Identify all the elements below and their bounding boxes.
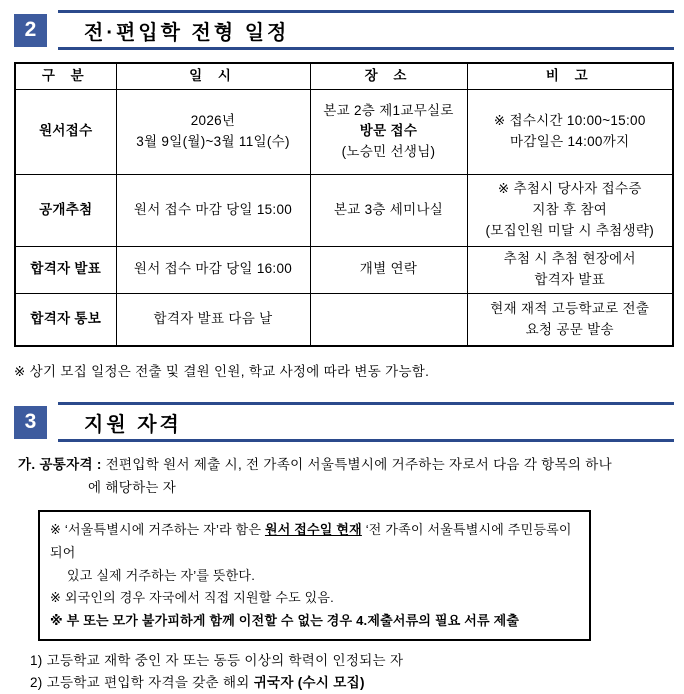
qualification-item-2-text: 2) 고등학교 편입학 자격을 갖춘 해외 [30, 675, 254, 691]
qualification-items [30, 650, 684, 694]
datetime-line: 2026년 [190, 113, 236, 128]
cell-datetime: 원서 접수 마감 당일 16:00 [116, 246, 310, 293]
notice-line-residence-post: ‘전 가족이 서울특별시에 주민등록이 되어 [50, 522, 572, 560]
cell-place [310, 89, 467, 174]
datetime-line: 3월 9일(월)~3월 11일(수) [136, 133, 290, 149]
col-header-category: 구 분 [15, 63, 116, 89]
cell-note [467, 246, 673, 293]
cell-category: 공개추첨 [15, 174, 116, 246]
col-header-place: 장 소 [310, 63, 467, 89]
col-header-note: 비 고 [467, 63, 673, 89]
table-header-row [15, 63, 673, 89]
cell-place [310, 293, 467, 346]
common-qualification-text: 전편입학 원서 제출 시, 전 가족이 서울특별시에 거주하는 자로서 다음 각 항목의 하나 [105, 457, 612, 473]
place-line-visit: 방문 접수 [359, 123, 418, 139]
cell-category: 합격자 발표 [15, 246, 116, 293]
table-row-lottery [15, 174, 673, 246]
section-2-number-badge: 2 [14, 14, 47, 47]
qualification-item-1: 1) 고등학교 재학 중인 자 또는 동등 이상의 학력이 인정되는 자 [30, 652, 404, 668]
place-line-teacher: (노승민 선생님) [341, 144, 436, 160]
cell-place: 본교 3층 세미나실 [310, 174, 467, 246]
section-3-title: 지원 자격 [58, 402, 674, 442]
note-line: (모집인원 미달 시 추첨생략) [485, 222, 654, 238]
common-qualification-label: 가. 공통자격 : [18, 457, 102, 473]
note-line: 요청 공문 발송 [525, 321, 614, 337]
col-header-datetime: 일 시 [116, 63, 310, 89]
note-line: 현재 재적 고등학교로 전출 [490, 300, 650, 316]
cell-category: 합격자 통보 [15, 293, 116, 346]
section-2-title: 전·편입학 전형 일정 [58, 10, 674, 50]
cell-datetime: 원서 접수 마감 당일 15:00 [116, 174, 310, 246]
section-3-header [14, 402, 674, 442]
note-line: 마감일은 14:00까지 [510, 133, 630, 149]
common-qualification [18, 454, 684, 500]
table-row-announcement [15, 246, 673, 293]
cell-category: 원서접수 [15, 89, 116, 174]
admission-schedule-table [14, 62, 674, 347]
note-line: ※ 접수시간 10:00~15:00 [493, 113, 646, 128]
cell-note [467, 89, 673, 174]
qualification-item-2-emphasis: 귀국자 (수시 모집) [253, 675, 365, 691]
qualification-item-2 [30, 672, 684, 694]
cell-place: 개별 연락 [310, 246, 467, 293]
cell-datetime: 합격자 발표 다음 날 [116, 293, 310, 346]
notice-line-foreigner: ※ 외국인의 경우 자국에서 직접 지원할 수도 있음. [50, 590, 334, 606]
cell-note [467, 293, 673, 346]
place-line: 본교 2층 제1교무실로 [323, 102, 454, 118]
residence-notice-box [38, 510, 591, 641]
notice-line-residence [50, 519, 579, 565]
notice-line-residence-emphasis: 원서 접수일 현재 [264, 522, 362, 538]
schedule-change-footnote: ※ 상기 모집 일정은 전출 및 결원 인원, 학교 사정에 따라 변동 가능함. [14, 364, 430, 380]
section-2-header [14, 10, 674, 50]
note-line: 추첨 시 추첨 현장에서 [503, 250, 636, 266]
common-qualification-line2: 에 해당하는 자 [88, 480, 177, 496]
note-line: 합격자 발표 [534, 271, 606, 287]
document-page [0, 10, 684, 691]
common-qualification-line1 [18, 454, 684, 477]
notice-line-residence-cont: 있고 실제 거주하는 자’를 뜻한다. [67, 567, 256, 583]
notice-line-parents: ※ 부 또는 모가 불가피하게 함께 이전할 수 없는 경우 4.제출서류의 필요 서류 제출 [50, 613, 520, 629]
table-row-notification [15, 293, 673, 346]
notice-line-residence-pre: ※ ‘서울특별시에 거주하는 자’라 함은 [50, 522, 265, 538]
table-row-application [15, 89, 673, 174]
cell-note [467, 174, 673, 246]
note-line: ※ 추첨시 당사자 접수증 [497, 181, 642, 197]
cell-datetime [116, 89, 310, 174]
note-line: 지참 후 참여 [532, 201, 608, 217]
section-3-number-badge: 3 [14, 406, 47, 439]
